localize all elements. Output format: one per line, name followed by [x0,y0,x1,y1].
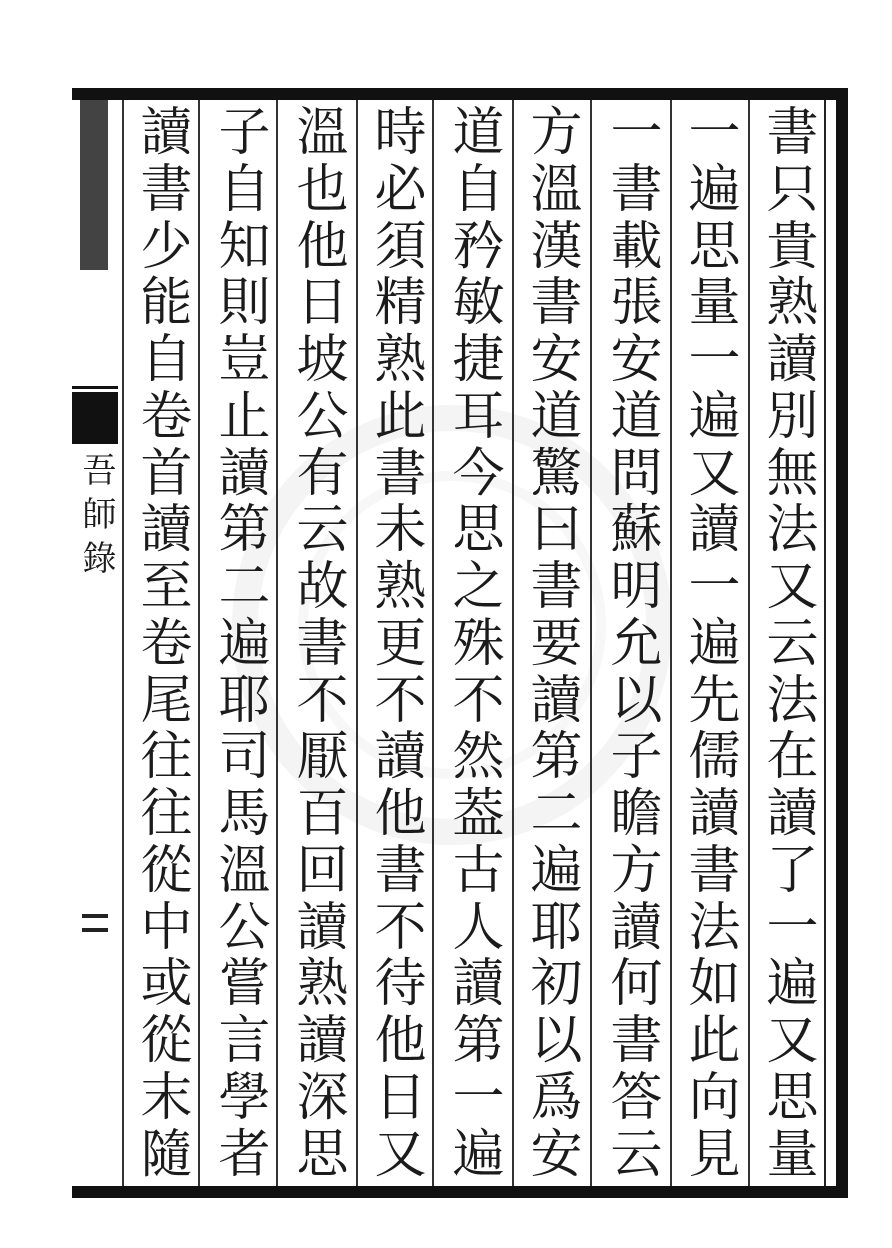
column-char: 學 [209,1069,269,1126]
column-char: 豈 [209,331,269,388]
column-char: 讀 [679,785,739,842]
column-char: 書 [601,160,661,217]
column-char: 安 [521,331,581,388]
column-char: 耳 [443,387,503,444]
column-char: 子 [601,728,661,785]
column-divider [276,100,278,1186]
column-char: 讀 [757,785,817,842]
column-char: 古 [443,841,503,898]
column-char: 一 [601,104,661,160]
column-char: 嘗 [209,955,269,1012]
column-char: 讀 [131,104,191,160]
column-divider [748,100,750,1186]
column-char: 待 [365,955,425,1012]
column-char: 第 [209,501,269,558]
column-char: 卷 [131,614,191,671]
column-char: 曰 [521,501,581,558]
column-char: 又 [365,1125,425,1182]
column-char: 安 [521,1125,581,1182]
column-char: 二 [521,785,581,842]
column-char: 明 [601,558,661,615]
column-char: 問 [601,444,661,501]
column-char: 遍 [679,160,739,217]
column-char: 百 [287,785,347,842]
column-char: 道 [521,387,581,444]
column-char: 往 [131,785,191,842]
column-char: 以 [601,671,661,728]
column-char: 敏 [443,274,503,331]
column-char: 從 [131,1012,191,1069]
column-char: 法 [679,898,739,955]
column-char: 子 [209,104,269,160]
column-char: 耶 [209,671,269,728]
column-char: 熟 [757,274,817,331]
column-char: 矜 [443,217,503,274]
column-char: 或 [131,955,191,1012]
column-char: 公 [287,387,347,444]
column-char: 在 [757,728,817,785]
column-char: 讀 [365,728,425,785]
column-char: 熟 [365,331,425,388]
text-column-1 [754,104,820,1182]
column-char: 卷 [131,387,191,444]
column-char: 第 [443,1012,503,1069]
column-char: 讀 [521,671,581,728]
column-char: 有 [287,444,347,501]
column-divider [512,100,514,1186]
column-char: 殊 [443,614,503,671]
column-char: 遍 [209,614,269,671]
text-column-7 [284,104,350,1182]
column-char: 方 [521,104,581,160]
column-char: 從 [131,841,191,898]
column-char: 云 [757,614,817,671]
column-char: 厭 [287,728,347,785]
column-char: 自 [209,160,269,217]
column-char: 司 [209,728,269,785]
column-char: 別 [757,387,817,444]
column-char: 書 [601,1012,661,1069]
column-char: 言 [209,1012,269,1069]
fishtail-rule [72,386,118,389]
column-char: 驚 [521,444,581,501]
column-char: 熟 [365,558,425,615]
text-column-5 [440,104,506,1182]
column-char: 法 [757,671,817,728]
column-char: 熟 [287,955,347,1012]
column-char: 允 [601,614,661,671]
column-char: 中 [131,898,191,955]
column-char: 書 [679,841,739,898]
column-char: 溫 [287,104,347,160]
column-char: 又 [679,444,739,501]
column-char: 隨 [131,1125,191,1182]
column-char: 深 [287,1069,347,1126]
column-char: 捷 [443,331,503,388]
column-char: 坡 [287,331,347,388]
column-char: 人 [443,898,503,955]
column-char: 也 [287,160,347,217]
column-char: 遍 [443,1125,503,1182]
column-char: 日 [287,274,347,331]
fishtail-mark [72,392,118,444]
column-divider [670,100,672,1186]
column-char: 讀 [443,955,503,1012]
column-char: 耶 [521,898,581,955]
column-char: 二 [209,558,269,615]
column-char: 讀 [287,898,347,955]
column-char: 讀 [601,898,661,955]
column-char: 遍 [679,614,739,671]
column-char: 書 [521,558,581,615]
column-char: 了 [757,841,817,898]
column-char: 他 [365,785,425,842]
column-char: 以 [521,1012,581,1069]
column-divider [122,100,124,1186]
column-char: 尾 [131,671,191,728]
column-char: 自 [131,331,191,388]
column-char: 載 [601,217,661,274]
column-char: 末 [131,1069,191,1126]
column-char: 又 [757,558,817,615]
text-column-6 [362,104,428,1182]
column-char: 書 [131,160,191,217]
column-char: 公 [209,898,269,955]
column-char: 溫 [521,160,581,217]
column-char: 讀 [679,501,739,558]
column-char: 之 [443,558,503,615]
column-char: 安 [601,331,661,388]
column-char: 時 [365,104,425,160]
column-char: 何 [601,955,661,1012]
column-char: 書 [365,841,425,898]
text-column-4 [518,104,584,1182]
text-column-9 [128,104,194,1182]
column-char: 先 [679,671,739,728]
column-char: 往 [131,728,191,785]
column-char: 一 [443,1069,503,1126]
margin-top-ink [80,100,108,270]
column-char: 此 [679,1012,739,1069]
column-char: 自 [443,160,503,217]
column-char: 則 [209,274,269,331]
column-char: 葢 [443,785,503,842]
column-char: 見 [679,1125,739,1182]
column-char: 不 [365,898,425,955]
column-char: 一 [679,331,739,388]
column-char: 遍 [679,387,739,444]
column-char: 道 [601,387,661,444]
text-column-2 [676,104,742,1182]
column-char: 不 [365,671,425,728]
column-char: 馬 [209,785,269,842]
column-char: 須 [365,217,425,274]
column-divider [432,100,434,1186]
column-char: 只 [757,160,817,217]
column-char: 能 [131,274,191,331]
column-char: 日 [365,1069,425,1126]
column-char: 瞻 [601,785,661,842]
text-column-8 [206,104,272,1182]
right-frame-rule [836,88,848,1198]
column-char: 無 [757,444,817,501]
top-frame-rule [72,88,848,100]
column-char: 此 [365,387,425,444]
column-char: 云 [287,501,347,558]
column-char: 讀 [209,444,269,501]
column-char: 必 [365,160,425,217]
column-char: 向 [679,1069,739,1126]
column-char: 蘇 [601,501,661,558]
column-char: 首 [131,444,191,501]
column-char: 又 [757,1012,817,1069]
column-char: 思 [443,501,503,558]
column-char: 不 [287,671,347,728]
column-char: 溫 [209,841,269,898]
column-char: 初 [521,955,581,1012]
right-inner-rule [824,100,826,1186]
column-char: 讀 [131,501,191,558]
column-char: 儒 [679,728,739,785]
column-char: 書 [521,274,581,331]
column-char: 量 [757,1125,817,1182]
column-char: 張 [601,274,661,331]
column-char: 更 [365,614,425,671]
bottom-frame-rule [72,1186,848,1198]
column-char: 法 [757,501,817,558]
column-char: 讀 [287,1012,347,1069]
column-char: 然 [443,728,503,785]
column-char: 要 [521,614,581,671]
column-char: 故 [287,558,347,615]
column-char: 少 [131,217,191,274]
column-char: 道 [443,104,503,160]
column-char: 今 [443,444,503,501]
column-char: 一 [679,104,739,160]
column-divider [356,100,358,1186]
column-char: 未 [365,501,425,558]
column-char: 回 [287,841,347,898]
column-char: 方 [601,841,661,898]
column-char: 思 [757,1069,817,1126]
column-char: 精 [365,274,425,331]
column-char: 第 [521,728,581,785]
column-char: 貴 [757,217,817,274]
column-char: 思 [679,217,739,274]
column-divider [590,100,592,1186]
column-char: 一 [679,558,739,615]
margin-page-mark [78,906,114,946]
column-char: 者 [209,1125,269,1182]
column-char: 書 [365,444,425,501]
text-column-3 [598,104,664,1182]
column-char: 書 [757,104,817,160]
margin-title: 吾師錄 [76,452,116,584]
column-char: 漢 [521,217,581,274]
column-char: 至 [131,558,191,615]
column-char: 書 [287,614,347,671]
column-char: 他 [365,1012,425,1069]
column-char: 知 [209,217,269,274]
column-char: 遍 [757,955,817,1012]
column-char: 一 [757,898,817,955]
column-char: 不 [443,671,503,728]
column-char: 答 [601,1069,661,1126]
column-char: 云 [601,1125,661,1182]
column-char: 爲 [521,1069,581,1126]
column-char: 如 [679,955,739,1012]
column-char: 思 [287,1125,347,1182]
column-char: 他 [287,217,347,274]
column-char: 讀 [757,331,817,388]
column-divider [198,100,200,1186]
column-char: 遍 [521,841,581,898]
column-char: 止 [209,387,269,444]
column-char: 量 [679,274,739,331]
